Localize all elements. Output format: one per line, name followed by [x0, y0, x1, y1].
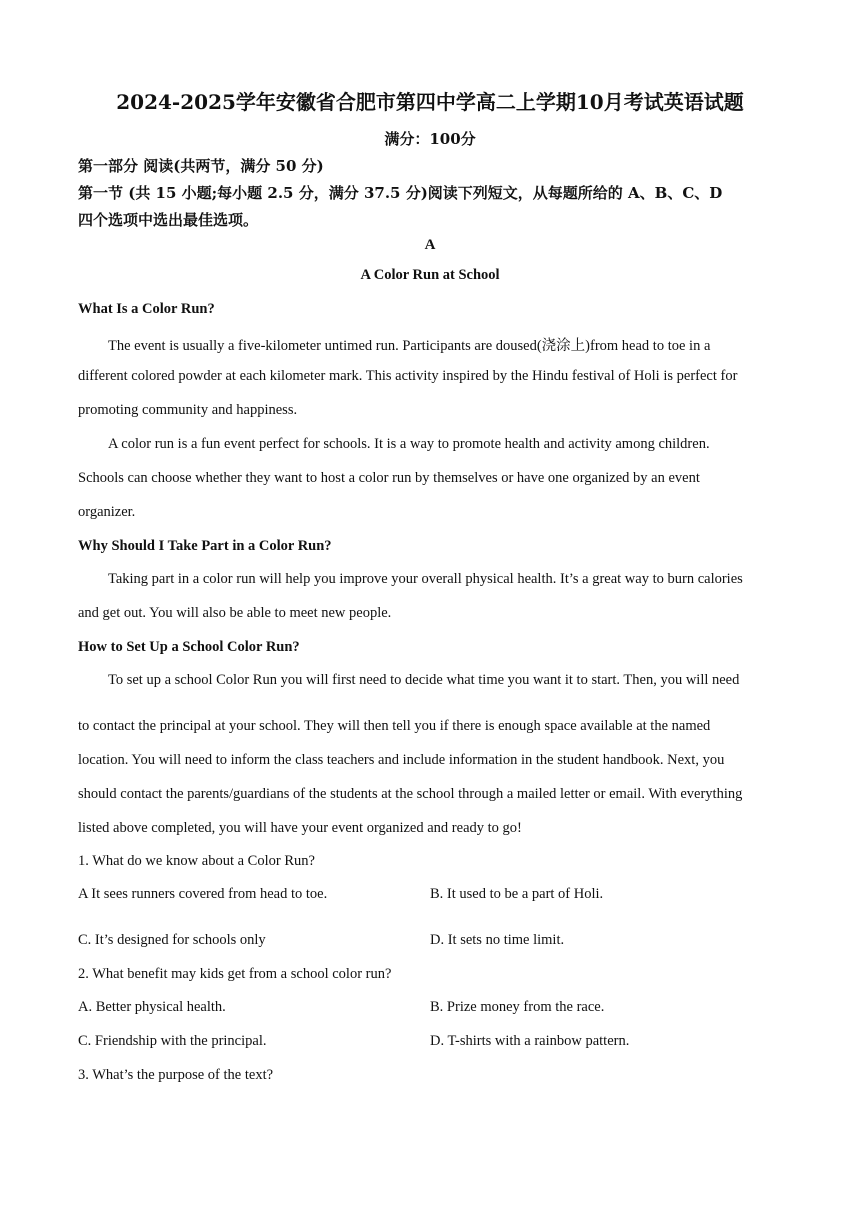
paragraph-line: to contact the principal at your school. They will then tell you if there is enough space available at the named	[78, 718, 711, 734]
paragraph-line: and get out. You will also be able to meet new people.	[78, 605, 392, 621]
question-stem: 3. What’s the purpose of the text?	[78, 1067, 274, 1083]
section-instructions-line2: 四个选项中选出最佳选项。	[78, 211, 259, 229]
paragraph-line: promoting community and happiness.	[78, 402, 298, 418]
answer-option-c: C. Friendship with the principal.	[78, 1033, 267, 1049]
answer-option-c: C. It’s designed for schools only	[78, 932, 266, 948]
paragraph-line: To set up a school Color Run you will first need to decide what time you want it to start. Then, you will need	[108, 672, 740, 688]
paragraph-line: organizer.	[78, 504, 136, 520]
question-stem: 1. What do we know about a Color Run?	[78, 853, 315, 869]
section-instructions-line1: 第一节 (共 15 小题;每小题 2.5 分，满分 37.5 分)阅读下列短文，从每题所给的 A、B、C、D	[78, 184, 723, 202]
full-score: 满分：100分	[384, 130, 476, 148]
answer-option-a: A It sees runners covered from head to toe.	[78, 886, 328, 902]
answer-option-d: D. It sets no time limit.	[430, 932, 565, 948]
paragraph-line: Schools can choose whether they want to host a color run by themselves or have one organized by an event	[78, 470, 700, 486]
paragraph-line: location. You will need to inform the class teachers and include information in the student handbook. Next, you	[78, 752, 725, 768]
passage-title: A Color Run at School	[360, 267, 500, 283]
question-stem: 2. What benefit may kids get from a school color run?	[78, 966, 392, 982]
answer-option-a: A. Better physical health.	[78, 999, 226, 1015]
paragraph-line: The event is usually a five-kilometer untimed run. Participants are doused(浇涂上)from head to toe in a	[108, 338, 711, 354]
answer-option-b: B. Prize money from the race.	[430, 999, 605, 1015]
section-heading: What Is a Color Run?	[78, 301, 215, 317]
answer-option-d: D. T-shirts with a rainbow pattern.	[430, 1033, 630, 1049]
section-heading: Why Should I Take Part in a Color Run?	[78, 538, 332, 554]
paragraph-line: Taking part in a color run will help you improve your overall physical health. It’s a great way to burn calories	[108, 571, 743, 587]
paragraph-line: should contact the parents/guardians of the students at the school through a mailed letter or email. With everything	[78, 786, 743, 802]
passage-letter: A	[424, 237, 436, 253]
paragraph-line: listed above completed, you will have your event organized and ready to go!	[78, 820, 522, 836]
exam-title: 2024-2025学年安徽省合肥市第四中学高二上学期10月考试英语试题	[116, 90, 744, 114]
part-heading: 第一部分 阅读(共两节，满分 50 分)	[78, 157, 324, 175]
section-heading: How to Set Up a School Color Run?	[78, 639, 300, 655]
paragraph-line: different colored powder at each kilometer mark. This activity inspired by the Hindu festival of Holi is perfect for	[78, 368, 738, 384]
paragraph-line: A color run is a fun event perfect for schools. It is a way to promote health and activity among children.	[108, 436, 710, 452]
answer-option-b: B. It used to be a part of Holi.	[430, 886, 604, 902]
